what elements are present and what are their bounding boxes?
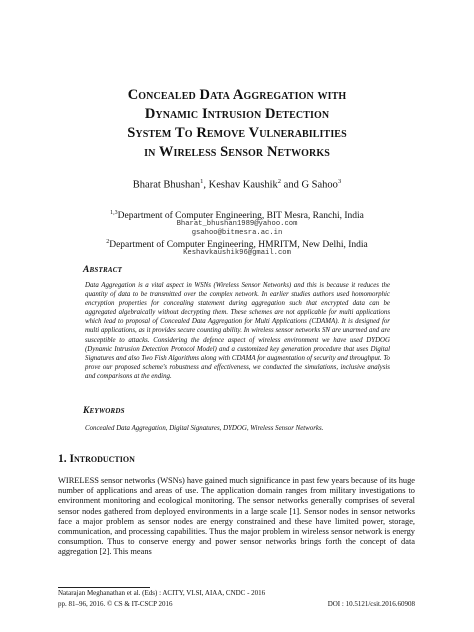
abstract-heading: Abstract <box>83 265 123 275</box>
author-name-2: Keshav Kaushik <box>208 179 278 191</box>
author-sup-1: 1 <box>200 178 204 185</box>
footer-editors: Natarajan Meghanathan et al. (Eds) : ACITY, VLSI, AIAA, CNDC - 2016 <box>58 589 266 597</box>
footer-doi: DOI : 10.5121/csit.2016.60908 <box>327 600 415 608</box>
author-name-3: G Sahoo <box>301 179 338 191</box>
email-1: Bharat_bhushan1989@yahoo.com <box>176 220 298 228</box>
keywords-heading: Keywords <box>83 406 125 416</box>
title-line-4: in Wireless Sensor Networks <box>144 144 330 160</box>
keywords-text: Concealed Data Aggregation, Digital Signatures, DYDOG, Wireless Sensor Networks. <box>85 425 324 432</box>
affiliation-1-sup: 1,3 <box>110 210 118 216</box>
author-name-1: Bharat Bhushan <box>132 179 201 191</box>
introduction-heading: 1. Introduction <box>58 453 135 465</box>
affiliation-2-sup: 2 <box>106 239 110 245</box>
footer-line-2 <box>58 600 415 609</box>
footer-rule <box>58 587 150 588</box>
title-line-2: Dynamic Intrusion Detection <box>144 106 330 122</box>
paper-title <box>62 86 412 162</box>
abstract-text: Data Aggregation is a vital aspect in WSNs (Wireless Sensor Networks) and this is because it reduces the quantity of data to be transmitted over the complex network. In earlier studies authors used homomorphic encryption properties for concealing statement during aggregation such that encrypted data can be aggregated algebraically without decrypting them. These schemes are not applicable for multi applications which lead to proposal of Concealed Data Aggregation for Multi Applications (CDAMA). It is designed for multi applications, as it provides secure counting ability. In wireless sensor networks SN are unarmed and are susceptible to attacks. Considering the defence aspect of wireless environment we have used DYDOG (Dynamic Intrusion Detection Protocol Model) and a customized key generation procedure that uses Digital Signatures and also Two Fish Algorithms along with CDAMA for augmentation of security and throughput. To prove our proposed scheme's robustness and effectiveness, we conducted the simulations, inclusive analysis and comparisons at the ending. <box>85 282 390 380</box>
author-sup-2: 2 <box>277 178 282 185</box>
email-3: Keshavkaushik96@gmail.com <box>183 249 291 257</box>
affiliation-1-text: Department of Computer Engineering, BIT Mesra, Ranchi, India <box>117 211 364 222</box>
author-list: Bharat Bhushan$^1$, Keshav Kaushik$^2$ and G Sahoo$^3$ <box>132 178 342 191</box>
title-line-3: System To Remove Vulnerabilities <box>127 125 347 141</box>
author-sup-3: 3 <box>337 178 342 185</box>
title-line-1: Concealed Data Aggregation with <box>127 87 347 103</box>
footer-pages: pp. 81–96, 2016. © CS & IT-CSCP 2016 <box>58 600 173 608</box>
introduction-text: WIRELESS sensor networks (WSNs) have gained much significance in past few years because of its huge number of applications and areas of use. The application domain ranges from military investigations to environment monitoring and ecological monitoring. The sensor networks generally comprises of several sensor nodes gathered from deployed environments in a large scale [1]. Sensor nodes in sensor networks face a major problem as sensor nodes are energy constrained and these have limited power, storage, communication, and processing capabilities. Thus the major problem in wireless sensor network is energy consumption. Thus to conserve energy and power sensor networks brings forth the concept of data aggregation [2]. This means <box>58 476 416 557</box>
affiliation-2-text: Department of Computer Engineering, HMRITM, New Delhi, India <box>109 240 368 251</box>
email-2: gsahoo@bitmesra.ac.in <box>191 229 283 237</box>
